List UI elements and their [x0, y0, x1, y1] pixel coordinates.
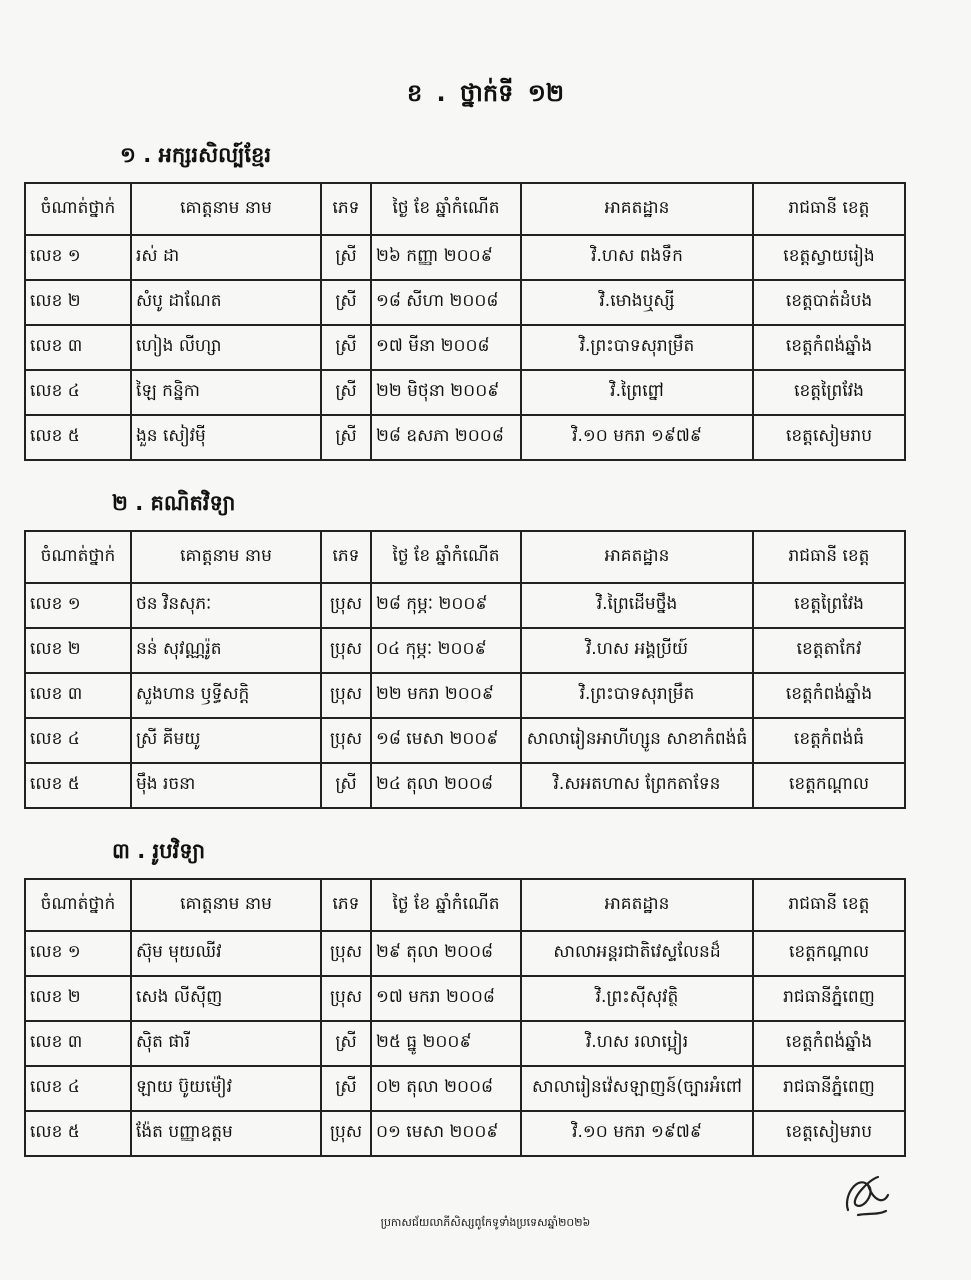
column-header: អាគតដ្ឋាន: [521, 879, 753, 931]
name-cell: សួងហាន ឫទ្ធីសក្តិ: [131, 673, 321, 718]
province-cell: ខេត្តសៀមរាប: [753, 1111, 905, 1156]
column-header: ចំណាត់ថ្នាក់: [25, 183, 131, 235]
sex-cell: ប្រុស: [321, 718, 371, 763]
rank-cell: លេខ ៤: [25, 718, 131, 763]
birthdate-cell: ០១ មេសា ២០០៩: [371, 1111, 521, 1156]
school-cell: វិ.មោងឬស្សី: [521, 280, 753, 325]
birthdate-cell: ០២ តុលា ២០០៨: [371, 1066, 521, 1111]
rank-cell: លេខ ៣: [25, 325, 131, 370]
school-cell: វិ.ព្រះស៊ីសុវត្ថិ: [521, 976, 753, 1021]
table-row: [25, 976, 905, 1021]
rank-cell: លេខ ៥: [25, 1111, 131, 1156]
table-header-row: [25, 183, 905, 235]
province-cell: ខេត្តកំពង់ឆ្នាំង: [753, 325, 905, 370]
table-row: [25, 280, 905, 325]
name-cell: រស់ ដា: [131, 235, 321, 280]
province-cell: ខេត្តកំពង់ធំ: [753, 718, 905, 763]
table-row: [25, 763, 905, 808]
table-row: [25, 370, 905, 415]
province-cell: ខេត្តសៀមរាប: [753, 415, 905, 460]
birthdate-cell: ១៨ មេសា ២០០៩: [371, 718, 521, 763]
table-row: [25, 325, 905, 370]
province-cell: ខេត្តព្រៃវែង: [753, 370, 905, 415]
section-title-mathematics: ២ . គណិតវិទ្យា: [112, 491, 236, 515]
name-cell: ស៊ុម មុយឈីវ: [131, 931, 321, 976]
column-header: ថ្ងៃ ខែ ឆ្នាំកំណើត: [371, 879, 521, 931]
sex-cell: ស្រី: [321, 325, 371, 370]
birthdate-cell: ១៧ មីនា ២០០៨: [371, 325, 521, 370]
column-header: គោត្តនាម នាម: [131, 879, 321, 931]
province-cell: រាជធានីភ្នំពេញ: [753, 976, 905, 1021]
table-row: [25, 583, 905, 628]
province-cell: ខេត្តព្រៃវែង: [753, 583, 905, 628]
column-header: អាគតដ្ឋាន: [521, 183, 753, 235]
name-cell: ស្រី គីមយូ: [131, 718, 321, 763]
sex-cell: ស្រី: [321, 280, 371, 325]
column-header: រាជធានី ខេត្ត: [753, 183, 905, 235]
school-cell: សាលារៀនអាហីហ្សូន សាខាកំពង់ធំ: [521, 718, 753, 763]
sex-cell: ស្រី: [321, 763, 371, 808]
sex-cell: ស្រី: [321, 1021, 371, 1066]
name-cell: នន់ សុវណ្ណរ៉ូត: [131, 628, 321, 673]
birthdate-cell: ១៨ សីហា ២០០៨: [371, 280, 521, 325]
sex-cell: ស្រី: [321, 235, 371, 280]
birthdate-cell: ២៦ កញ្ញា ២០០៩: [371, 235, 521, 280]
sex-cell: ស្រី: [321, 415, 371, 460]
column-header: ថ្ងៃ ខែ ឆ្នាំកំណើត: [371, 531, 521, 583]
results-table-khmer-literature: [24, 182, 906, 461]
province-cell: ខេត្តកំពង់ឆ្នាំង: [753, 1021, 905, 1066]
table-row: [25, 673, 905, 718]
sex-cell: ស្រី: [321, 370, 371, 415]
section-title-khmer-literature: ១ . អក្សរសិល្ប៍ខ្មែរ: [120, 143, 271, 167]
sex-cell: ប្រុស: [321, 583, 371, 628]
birthdate-cell: ០៤ កុម្ភៈ ២០០៩: [371, 628, 521, 673]
rank-cell: លេខ ៤: [25, 370, 131, 415]
province-cell: ខេត្តកណ្ដាល: [753, 763, 905, 808]
birthdate-cell: ២៥ ធ្នូ ២០០៩: [371, 1021, 521, 1066]
school-cell: សាលាអន្តរជាតិវេស្ទលែនដ៏: [521, 931, 753, 976]
name-cell: ង៉ែត បញ្ញាឧត្តម: [131, 1111, 321, 1156]
sex-cell: ស្រី: [321, 1066, 371, 1111]
sex-cell: ប្រុស: [321, 1111, 371, 1156]
section-title-physics: ៣ . រូបវិទ្យា: [112, 839, 206, 863]
name-cell: សំបូ ដាណែត: [131, 280, 321, 325]
rank-cell: លេខ ១: [25, 583, 131, 628]
school-cell: វិ.ព្រៃព្នៅ: [521, 370, 753, 415]
page-title: ខ . ថ្នាក់ទី ១២: [406, 79, 565, 107]
column-header: គោត្តនាម នាម: [131, 531, 321, 583]
rank-cell: លេខ ៥: [25, 763, 131, 808]
rank-cell: លេខ ៤: [25, 1066, 131, 1111]
rank-cell: លេខ ១: [25, 235, 131, 280]
province-cell: រាជធានីភ្នំពេញ: [753, 1066, 905, 1111]
table-header-row: [25, 879, 905, 931]
name-cell: ងួន សៀវម៉ី: [131, 415, 321, 460]
sex-cell: ប្រុស: [321, 673, 371, 718]
rank-cell: លេខ ២: [25, 976, 131, 1021]
table-row: [25, 1066, 905, 1111]
rank-cell: លេខ ២: [25, 628, 131, 673]
school-cell: វិ.ព្រះបាទសុរាម្រឹត: [521, 673, 753, 718]
sex-cell: ប្រុស: [321, 628, 371, 673]
school-cell: វិ.ព្រះបាទសុរាម្រឹត: [521, 325, 753, 370]
table-row: [25, 235, 905, 280]
column-header: ភេទ: [321, 531, 371, 583]
results-table-mathematics: [24, 530, 906, 809]
birthdate-cell: ២២ មិថុនា ២០០៩: [371, 370, 521, 415]
rank-cell: លេខ ២: [25, 280, 131, 325]
rank-cell: លេខ ៣: [25, 673, 131, 718]
footer-note: ប្រកាសជ័យលាភីសិស្សពូកែទូទាំងប្រទេសឆ្នាំ២០២៦: [380, 1216, 591, 1229]
school-cell: វិ.សអតហាស ព្រែកតាទែន: [521, 763, 753, 808]
province-cell: ខេត្តបាត់ដំបង: [753, 280, 905, 325]
sex-cell: ប្រុស: [321, 931, 371, 976]
birthdate-cell: ២២ មករា ២០០៩: [371, 673, 521, 718]
table-row: [25, 931, 905, 976]
school-cell: វិ.ហស អង្គប្រីយ៍: [521, 628, 753, 673]
column-header: ភេទ: [321, 183, 371, 235]
name-cell: ឡាយ ប៊ូយម៉ៀវ: [131, 1066, 321, 1111]
rank-cell: លេខ ១: [25, 931, 131, 976]
table-row: [25, 1111, 905, 1156]
column-header: ថ្ងៃ ខែ ឆ្នាំកំណើត: [371, 183, 521, 235]
province-cell: ខេត្តកណ្ដាល: [753, 931, 905, 976]
name-cell: ម៉ឹង រចនា: [131, 763, 321, 808]
birthdate-cell: ២៨ ឧសភា ២០០៨: [371, 415, 521, 460]
column-header: ភេទ: [321, 879, 371, 931]
column-header: រាជធានី ខេត្ត: [753, 879, 905, 931]
column-header: ចំណាត់ថ្នាក់: [25, 879, 131, 931]
column-header: គោត្តនាម នាម: [131, 183, 321, 235]
birthdate-cell: ២៨ កុម្ភៈ ២០០៩: [371, 583, 521, 628]
province-cell: ខេត្តកំពង់ឆ្នាំង: [753, 673, 905, 718]
column-header: អាគតដ្ឋាន: [521, 531, 753, 583]
name-cell: ថន វិនសុភៈ: [131, 583, 321, 628]
table-row: [25, 718, 905, 763]
name-cell: ឡៃ កន្និកា: [131, 370, 321, 415]
name-cell: ស៊ិត ផារី: [131, 1021, 321, 1066]
province-cell: ខេត្តស្វាយរៀង: [753, 235, 905, 280]
results-table-physics: [24, 878, 906, 1157]
school-cell: វិ.១០ មករា ១៩៧៩: [521, 415, 753, 460]
birthdate-cell: ២៩ តុលា ២០០៨: [371, 931, 521, 976]
column-header: រាជធានី ខេត្ត: [753, 531, 905, 583]
name-cell: ហៀង លីហ្សា: [131, 325, 321, 370]
name-cell: សេង លីស៊ីញ: [131, 976, 321, 1021]
province-cell: ខេត្តតាកែវ: [753, 628, 905, 673]
school-cell: វិ.ហស ពងទឹក: [521, 235, 753, 280]
school-cell: វិ.១០ មករា ១៩៧៩: [521, 1111, 753, 1156]
sex-cell: ប្រុស: [321, 976, 371, 1021]
rank-cell: លេខ ៥: [25, 415, 131, 460]
column-header: ចំណាត់ថ្នាក់: [25, 531, 131, 583]
table-row: [25, 1021, 905, 1066]
birthdate-cell: ២៤ តុលា ២០០៨: [371, 763, 521, 808]
birthdate-cell: ១៧ មករា ២០០៨: [371, 976, 521, 1021]
table-row: [25, 415, 905, 460]
school-cell: វិ.ព្រៃដើមថ្នឹង: [521, 583, 753, 628]
school-cell: សាលារៀនវ៉េសឡាញន៍(ច្បារអំពៅ: [521, 1066, 753, 1111]
school-cell: វិ.ហស រលាប្អៀរ: [521, 1021, 753, 1066]
rank-cell: លេខ ៣: [25, 1021, 131, 1066]
table-header-row: [25, 531, 905, 583]
table-row: [25, 628, 905, 673]
